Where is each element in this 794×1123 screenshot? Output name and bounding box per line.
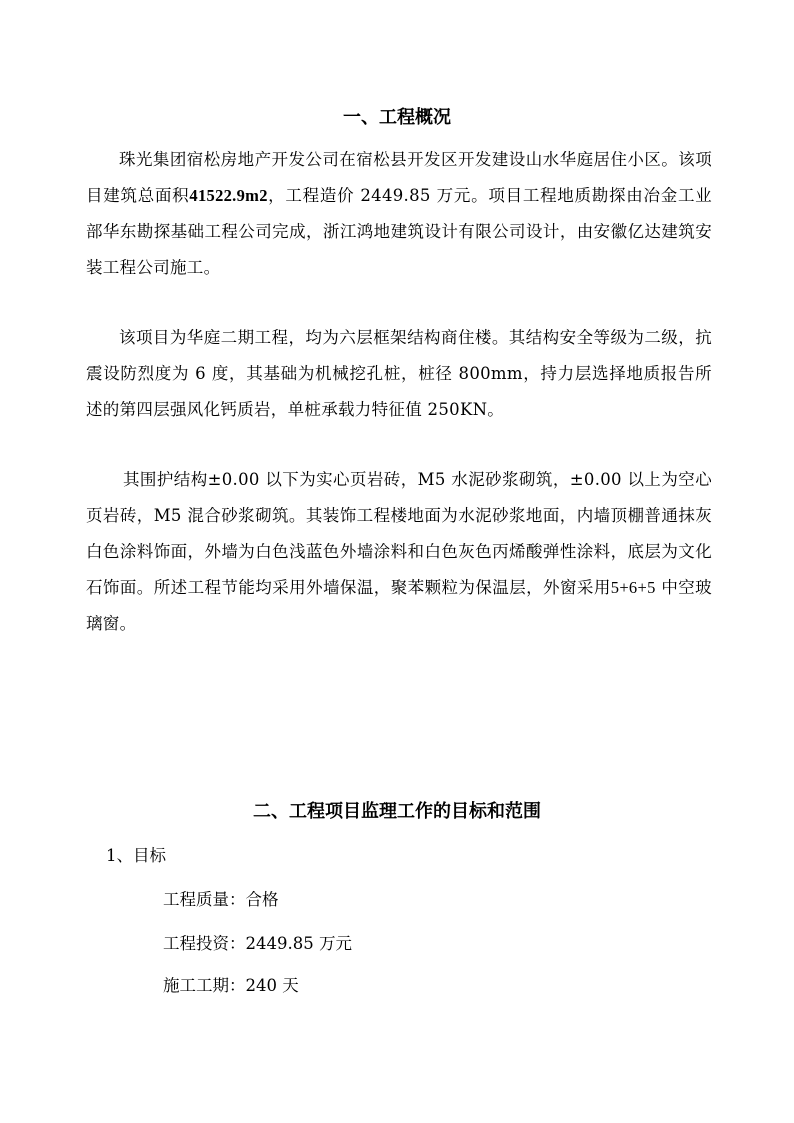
overview-paragraph-1-part-a: 珠光集团宿松房地产开发公司在宿松县开发区开发建设山水华庭居住小区。该项目建筑总面积 xyxy=(86,150,712,205)
goal-item-duration: 施工工期：240 天 xyxy=(163,976,299,995)
section-2-subtitle: 1、目标 xyxy=(106,846,166,865)
section-2-title: 二、工程项目监理工作的目标和范围 xyxy=(253,801,541,822)
section-1-title: 一、工程概况 xyxy=(343,107,451,128)
overview-paragraph-3-part-a: 其围护结构±0.00 以下为实心页岩砖，M5 水泥砂浆砌筑，±0.00 以上为空心页岩砖，M5 混合砂浆砌筑。其装饰工程楼地面为水泥砂浆地面，内墙顶棚普通抹灰白色涂料饰面，外墙为白色浅蓝色外墙涂料和白色灰色丙烯酸弹性涂料，底层为文化石饰面。所述工程节能均采用外墙保温，聚苯颗粒为保温层，外窗采用 xyxy=(86,470,712,597)
overview-paragraph-3 xyxy=(86,462,712,642)
overview-paragraph-1 xyxy=(86,142,712,286)
goal-item-quality: 工程质量：合格 xyxy=(163,890,279,909)
window-spec-value: 5+6+5 xyxy=(610,578,656,597)
overview-paragraph-3-part-b: 中空玻璃窗。 xyxy=(86,578,712,633)
overview-paragraph-2: 该项目为华庭二期工程，均为六层框架结构商住楼。其结构安全等级为二级，抗震设防烈度为 6 度，其基础为机械挖孔桩，桩径 800mm，持力层选择地质报告所述的第四层强风化钙质岩，单桩承载力特征值 250KN。 xyxy=(86,328,712,419)
goal-item-investment: 工程投资：2449.85 万元 xyxy=(163,934,352,953)
overview-paragraph-1-part-b: ，工程造价 2449.85 万元。项目工程地质勘探由冶金工业部华东勘探基础工程公司完成，浙江鸿地建筑设计有限公司设计，由安徽亿达建筑安装工程公司施工。 xyxy=(86,186,712,277)
building-area-value: 41522.9m2 xyxy=(189,186,268,205)
